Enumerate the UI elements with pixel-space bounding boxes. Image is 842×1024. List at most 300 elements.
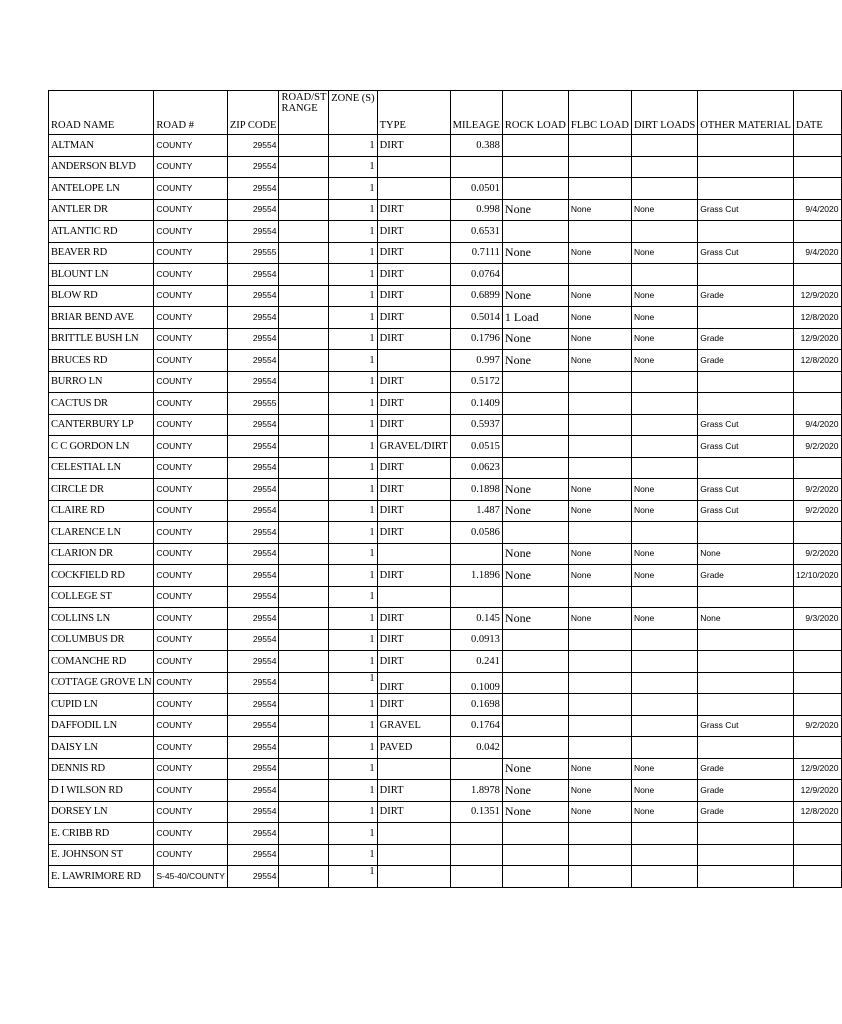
cell-road-range (279, 264, 329, 286)
cell-road-range (279, 586, 329, 608)
cell-dirt-loads: None (631, 543, 697, 565)
cell-other-material (698, 371, 794, 393)
cell-road-name: BURRO LN (49, 371, 154, 393)
cell-road-name: CIRCLE DR (49, 479, 154, 501)
cell-other-material (698, 307, 794, 329)
cell-date: 12/8/2020 (793, 350, 841, 372)
road-maintenance-table (48, 90, 842, 888)
cell-type: DIRT (377, 801, 450, 823)
cell-road-number: COUNTY (154, 479, 228, 501)
cell-date (793, 651, 841, 673)
table-row (49, 522, 842, 544)
cell-flbc-load (568, 866, 631, 888)
cell-type: DIRT (377, 500, 450, 522)
cell-zip-code: 29554 (227, 522, 279, 544)
cell-road-name: BLOW RD (49, 285, 154, 307)
cell-zone: 1 (329, 522, 377, 544)
cell-zip-code: 29554 (227, 350, 279, 372)
cell-dirt-loads (631, 221, 697, 243)
cell-type: DIRT (377, 285, 450, 307)
cell-road-range (279, 780, 329, 802)
cell-date: 9/2/2020 (793, 543, 841, 565)
cell-other-material: Grass Cut (698, 414, 794, 436)
header-dirt-loads: DIRT LOADS (631, 91, 697, 135)
cell-rock-load (502, 823, 568, 845)
cell-type: DIRT (377, 242, 450, 264)
cell-date (793, 629, 841, 651)
cell-type (377, 586, 450, 608)
cell-mileage: 1.1896 (450, 565, 502, 587)
cell-mileage: 0.388 (450, 135, 502, 157)
cell-dirt-loads: None (631, 565, 697, 587)
cell-zone: 1 (329, 694, 377, 716)
table-row (49, 307, 842, 329)
cell-road-range (279, 328, 329, 350)
cell-zone: 1 (329, 629, 377, 651)
cell-road-range (279, 522, 329, 544)
cell-type: DIRT (377, 651, 450, 673)
cell-zone: 1 (329, 651, 377, 673)
cell-other-material (698, 264, 794, 286)
cell-rock-load (502, 178, 568, 200)
cell-mileage: 0.241 (450, 651, 502, 673)
cell-type: DIRT (377, 608, 450, 630)
cell-mileage: 0.998 (450, 199, 502, 221)
cell-date: 9/3/2020 (793, 608, 841, 630)
cell-road-range (279, 135, 329, 157)
cell-zip-code: 29554 (227, 479, 279, 501)
cell-zip-code: 29554 (227, 221, 279, 243)
cell-road-name: ANDERSON BLVD (49, 156, 154, 178)
cell-road-number: COUNTY (154, 737, 228, 759)
cell-mileage: 1.487 (450, 500, 502, 522)
cell-road-name: BEAVER RD (49, 242, 154, 264)
cell-zip-code: 29554 (227, 651, 279, 673)
header-date: DATE (793, 91, 841, 135)
cell-other-material (698, 629, 794, 651)
header-type: TYPE (377, 91, 450, 135)
cell-mileage: 0.997 (450, 350, 502, 372)
cell-road-range (279, 350, 329, 372)
cell-road-range (279, 823, 329, 845)
table-row (49, 156, 842, 178)
cell-road-range (279, 608, 329, 630)
cell-zip-code: 29554 (227, 199, 279, 221)
cell-road-name: COLLEGE ST (49, 586, 154, 608)
cell-road-number: COUNTY (154, 328, 228, 350)
cell-dirt-loads (631, 629, 697, 651)
cell-road-name: CUPID LN (49, 694, 154, 716)
cell-other-material: Grass Cut (698, 479, 794, 501)
table-row (49, 457, 842, 479)
cell-type: DIRT (377, 629, 450, 651)
cell-type (377, 866, 450, 888)
cell-road-name: DORSEY LN (49, 801, 154, 823)
cell-dirt-loads (631, 715, 697, 737)
cell-zone: 1 (329, 457, 377, 479)
cell-road-name: CLARENCE LN (49, 522, 154, 544)
cell-dirt-loads (631, 694, 697, 716)
cell-rock-load (502, 866, 568, 888)
cell-zip-code: 29554 (227, 371, 279, 393)
cell-dirt-loads (631, 651, 697, 673)
cell-dirt-loads (631, 866, 697, 888)
cell-type: DIRT (377, 479, 450, 501)
cell-mileage (450, 758, 502, 780)
cell-road-number: COUNTY (154, 242, 228, 264)
cell-mileage: 0.5014 (450, 307, 502, 329)
table-row (49, 844, 842, 866)
cell-type: DIRT (377, 414, 450, 436)
cell-road-range (279, 221, 329, 243)
cell-type (377, 844, 450, 866)
cell-road-number: COUNTY (154, 801, 228, 823)
cell-zip-code: 29554 (227, 672, 279, 694)
cell-road-number: COUNTY (154, 199, 228, 221)
cell-zone: 1 (329, 156, 377, 178)
cell-type: DIRT (377, 694, 450, 716)
cell-zip-code: 29554 (227, 285, 279, 307)
cell-date: 12/9/2020 (793, 285, 841, 307)
cell-other-material: Grade (698, 780, 794, 802)
header-zip-code: ZIP CODE (227, 91, 279, 135)
cell-date (793, 371, 841, 393)
table-row (49, 264, 842, 286)
cell-flbc-load (568, 371, 631, 393)
cell-road-name: COMANCHE RD (49, 651, 154, 673)
cell-zip-code: 29554 (227, 178, 279, 200)
cell-zip-code: 29554 (227, 307, 279, 329)
cell-rock-load (502, 156, 568, 178)
cell-road-number: S-45-40/COUNTY (154, 866, 228, 888)
cell-rock-load (502, 651, 568, 673)
cell-dirt-loads (631, 178, 697, 200)
cell-zip-code: 29554 (227, 156, 279, 178)
cell-flbc-load (568, 264, 631, 286)
cell-dirt-loads: None (631, 285, 697, 307)
cell-zip-code: 29554 (227, 457, 279, 479)
cell-date (793, 264, 841, 286)
table-row (49, 737, 842, 759)
cell-road-range (279, 285, 329, 307)
cell-road-range (279, 672, 329, 694)
cell-road-range (279, 801, 329, 823)
cell-other-material (698, 522, 794, 544)
cell-zone: 1 (329, 199, 377, 221)
cell-flbc-load (568, 823, 631, 845)
cell-zone: 1 (329, 500, 377, 522)
cell-other-material (698, 866, 794, 888)
table-row (49, 694, 842, 716)
cell-rock-load: None (502, 758, 568, 780)
cell-road-name: BRIAR BEND AVE (49, 307, 154, 329)
cell-dirt-loads (631, 156, 697, 178)
cell-mileage (450, 866, 502, 888)
cell-date: 12/8/2020 (793, 307, 841, 329)
table-row (49, 758, 842, 780)
table-row (49, 780, 842, 802)
cell-date (793, 694, 841, 716)
cell-road-name: COCKFIELD RD (49, 565, 154, 587)
cell-dirt-loads: None (631, 608, 697, 630)
cell-road-number: COUNTY (154, 436, 228, 458)
cell-mileage (450, 586, 502, 608)
cell-zip-code: 29554 (227, 414, 279, 436)
cell-road-name: BRITTLE BUSH LN (49, 328, 154, 350)
cell-mileage: 0.042 (450, 737, 502, 759)
cell-zone: 1 (329, 801, 377, 823)
cell-type: DIRT (377, 328, 450, 350)
cell-road-name: BLOUNT LN (49, 264, 154, 286)
cell-road-name: COTTAGE GROVE LN (49, 672, 154, 694)
cell-flbc-load (568, 651, 631, 673)
cell-road-name: CANTERBURY LP (49, 414, 154, 436)
cell-road-number: COUNTY (154, 629, 228, 651)
cell-zone: 1 (329, 285, 377, 307)
cell-road-name: CLARION DR (49, 543, 154, 565)
cell-flbc-load (568, 414, 631, 436)
cell-zip-code: 29554 (227, 823, 279, 845)
cell-road-name: E. JOHNSON ST (49, 844, 154, 866)
cell-road-number: COUNTY (154, 758, 228, 780)
cell-rock-load (502, 586, 568, 608)
cell-mileage: 0.1698 (450, 694, 502, 716)
cell-road-name: ALTMAN (49, 135, 154, 157)
cell-dirt-loads (631, 586, 697, 608)
cell-other-material (698, 737, 794, 759)
header-road-range: ROAD/ST RANGE (279, 91, 329, 135)
cell-zip-code: 29554 (227, 565, 279, 587)
cell-road-name: CACTUS DR (49, 393, 154, 415)
cell-zone: 1 (329, 866, 377, 888)
cell-date: 9/4/2020 (793, 199, 841, 221)
cell-type: PAVED (377, 737, 450, 759)
cell-road-name: C C GORDON LN (49, 436, 154, 458)
cell-mileage: 0.5937 (450, 414, 502, 436)
cell-rock-load: None (502, 608, 568, 630)
cell-rock-load: None (502, 780, 568, 802)
cell-type: DIRT (377, 393, 450, 415)
cell-other-material (698, 457, 794, 479)
cell-mileage: 0.0501 (450, 178, 502, 200)
cell-zone: 1 (329, 328, 377, 350)
cell-mileage: 0.0515 (450, 436, 502, 458)
cell-mileage: 0.6531 (450, 221, 502, 243)
cell-other-material: Grade (698, 328, 794, 350)
cell-type: DIRT (377, 371, 450, 393)
cell-mileage: 0.0913 (450, 629, 502, 651)
cell-zone: 1 (329, 543, 377, 565)
cell-road-range (279, 178, 329, 200)
cell-rock-load (502, 436, 568, 458)
cell-mileage: 0.1898 (450, 479, 502, 501)
cell-rock-load (502, 672, 568, 694)
cell-dirt-loads (631, 371, 697, 393)
cell-flbc-load: None (568, 608, 631, 630)
cell-road-number: COUNTY (154, 672, 228, 694)
table-row (49, 500, 842, 522)
cell-zip-code: 29554 (227, 135, 279, 157)
cell-rock-load (502, 844, 568, 866)
cell-road-range (279, 393, 329, 415)
cell-zone: 1 (329, 414, 377, 436)
cell-dirt-loads: None (631, 479, 697, 501)
cell-mileage (450, 823, 502, 845)
cell-type: DIRT (377, 264, 450, 286)
cell-type: DIRT (377, 221, 450, 243)
cell-road-range (279, 844, 329, 866)
cell-date: 9/2/2020 (793, 436, 841, 458)
cell-road-range (279, 866, 329, 888)
cell-flbc-load: None (568, 307, 631, 329)
cell-road-range (279, 543, 329, 565)
cell-dirt-loads: None (631, 758, 697, 780)
cell-road-range (279, 479, 329, 501)
cell-dirt-loads: None (631, 242, 697, 264)
cell-zip-code: 29554 (227, 737, 279, 759)
cell-road-range (279, 457, 329, 479)
cell-zone: 1 (329, 371, 377, 393)
cell-date (793, 135, 841, 157)
cell-road-number: COUNTY (154, 608, 228, 630)
cell-date: 9/2/2020 (793, 479, 841, 501)
cell-date: 12/9/2020 (793, 780, 841, 802)
cell-dirt-loads (631, 393, 697, 415)
cell-mileage: 0.1009 (450, 672, 502, 694)
cell-other-material (698, 823, 794, 845)
cell-zip-code: 29554 (227, 780, 279, 802)
cell-road-number: COUNTY (154, 457, 228, 479)
cell-road-range (279, 737, 329, 759)
cell-road-number: COUNTY (154, 414, 228, 436)
cell-other-material (698, 156, 794, 178)
cell-other-material: Grass Cut (698, 242, 794, 264)
cell-zip-code: 29554 (227, 801, 279, 823)
table-row (49, 866, 842, 888)
table-row (49, 651, 842, 673)
cell-zone: 1 (329, 608, 377, 630)
table-row (49, 479, 842, 501)
cell-other-material (698, 221, 794, 243)
cell-rock-load (502, 393, 568, 415)
table-row (49, 586, 842, 608)
cell-mileage: 0.5172 (450, 371, 502, 393)
cell-zone: 1 (329, 221, 377, 243)
cell-dirt-loads (631, 823, 697, 845)
cell-other-material (698, 178, 794, 200)
cell-road-name: DENNIS RD (49, 758, 154, 780)
cell-flbc-load: None (568, 565, 631, 587)
cell-dirt-loads (631, 135, 697, 157)
cell-date: 12/9/2020 (793, 328, 841, 350)
cell-road-number: COUNTY (154, 780, 228, 802)
cell-flbc-load (568, 737, 631, 759)
cell-road-range (279, 307, 329, 329)
cell-other-material (698, 694, 794, 716)
cell-other-material: Grade (698, 565, 794, 587)
table-row (49, 350, 842, 372)
cell-road-name: ANTELOPE LN (49, 178, 154, 200)
cell-dirt-loads (631, 672, 697, 694)
cell-zone: 1 (329, 350, 377, 372)
cell-rock-load (502, 221, 568, 243)
cell-dirt-loads: None (631, 350, 697, 372)
table-row (49, 543, 842, 565)
cell-zone: 1 (329, 780, 377, 802)
table-row (49, 371, 842, 393)
cell-dirt-loads: None (631, 307, 697, 329)
table-row (49, 672, 842, 694)
cell-rock-load (502, 371, 568, 393)
cell-road-range (279, 694, 329, 716)
cell-type: GRAVEL/DIRT (377, 436, 450, 458)
cell-rock-load (502, 414, 568, 436)
cell-rock-load: None (502, 242, 568, 264)
cell-road-number: COUNTY (154, 285, 228, 307)
cell-zone: 1 (329, 178, 377, 200)
cell-mileage: 0.7111 (450, 242, 502, 264)
cell-road-name: CELESTIAL LN (49, 457, 154, 479)
cell-mileage (450, 156, 502, 178)
cell-zone: 1 (329, 823, 377, 845)
cell-flbc-load (568, 586, 631, 608)
cell-road-name: E. LAWRIMORE RD (49, 866, 154, 888)
cell-road-range (279, 500, 329, 522)
cell-dirt-loads (631, 436, 697, 458)
cell-dirt-loads (631, 457, 697, 479)
cell-dirt-loads (631, 522, 697, 544)
cell-road-name: ATLANTIC RD (49, 221, 154, 243)
cell-dirt-loads: None (631, 780, 697, 802)
cell-road-number: COUNTY (154, 715, 228, 737)
cell-road-number: COUNTY (154, 135, 228, 157)
cell-other-material (698, 672, 794, 694)
table-row (49, 393, 842, 415)
cell-zip-code: 29554 (227, 758, 279, 780)
cell-road-name: DAFFODIL LN (49, 715, 154, 737)
cell-mileage: 0.0586 (450, 522, 502, 544)
cell-road-range (279, 371, 329, 393)
table-row (49, 221, 842, 243)
cell-mileage (450, 844, 502, 866)
cell-dirt-loads (631, 844, 697, 866)
cell-other-material: Grade (698, 285, 794, 307)
cell-road-number: COUNTY (154, 350, 228, 372)
cell-rock-load: None (502, 565, 568, 587)
cell-flbc-load: None (568, 780, 631, 802)
cell-mileage: 0.1351 (450, 801, 502, 823)
cell-flbc-load: None (568, 543, 631, 565)
table-row (49, 801, 842, 823)
cell-zip-code: 29554 (227, 844, 279, 866)
cell-date: 9/2/2020 (793, 500, 841, 522)
cell-date (793, 457, 841, 479)
cell-flbc-load: None (568, 328, 631, 350)
cell-road-name: COLLINS LN (49, 608, 154, 630)
cell-rock-load (502, 694, 568, 716)
cell-date (793, 178, 841, 200)
cell-road-number: COUNTY (154, 393, 228, 415)
table-row (49, 715, 842, 737)
cell-date: 9/4/2020 (793, 414, 841, 436)
cell-road-number: COUNTY (154, 844, 228, 866)
cell-other-material (698, 393, 794, 415)
cell-zone: 1 (329, 264, 377, 286)
header-row (49, 91, 842, 135)
cell-date: 12/10/2020 (793, 565, 841, 587)
cell-flbc-load: None (568, 199, 631, 221)
cell-flbc-load (568, 629, 631, 651)
